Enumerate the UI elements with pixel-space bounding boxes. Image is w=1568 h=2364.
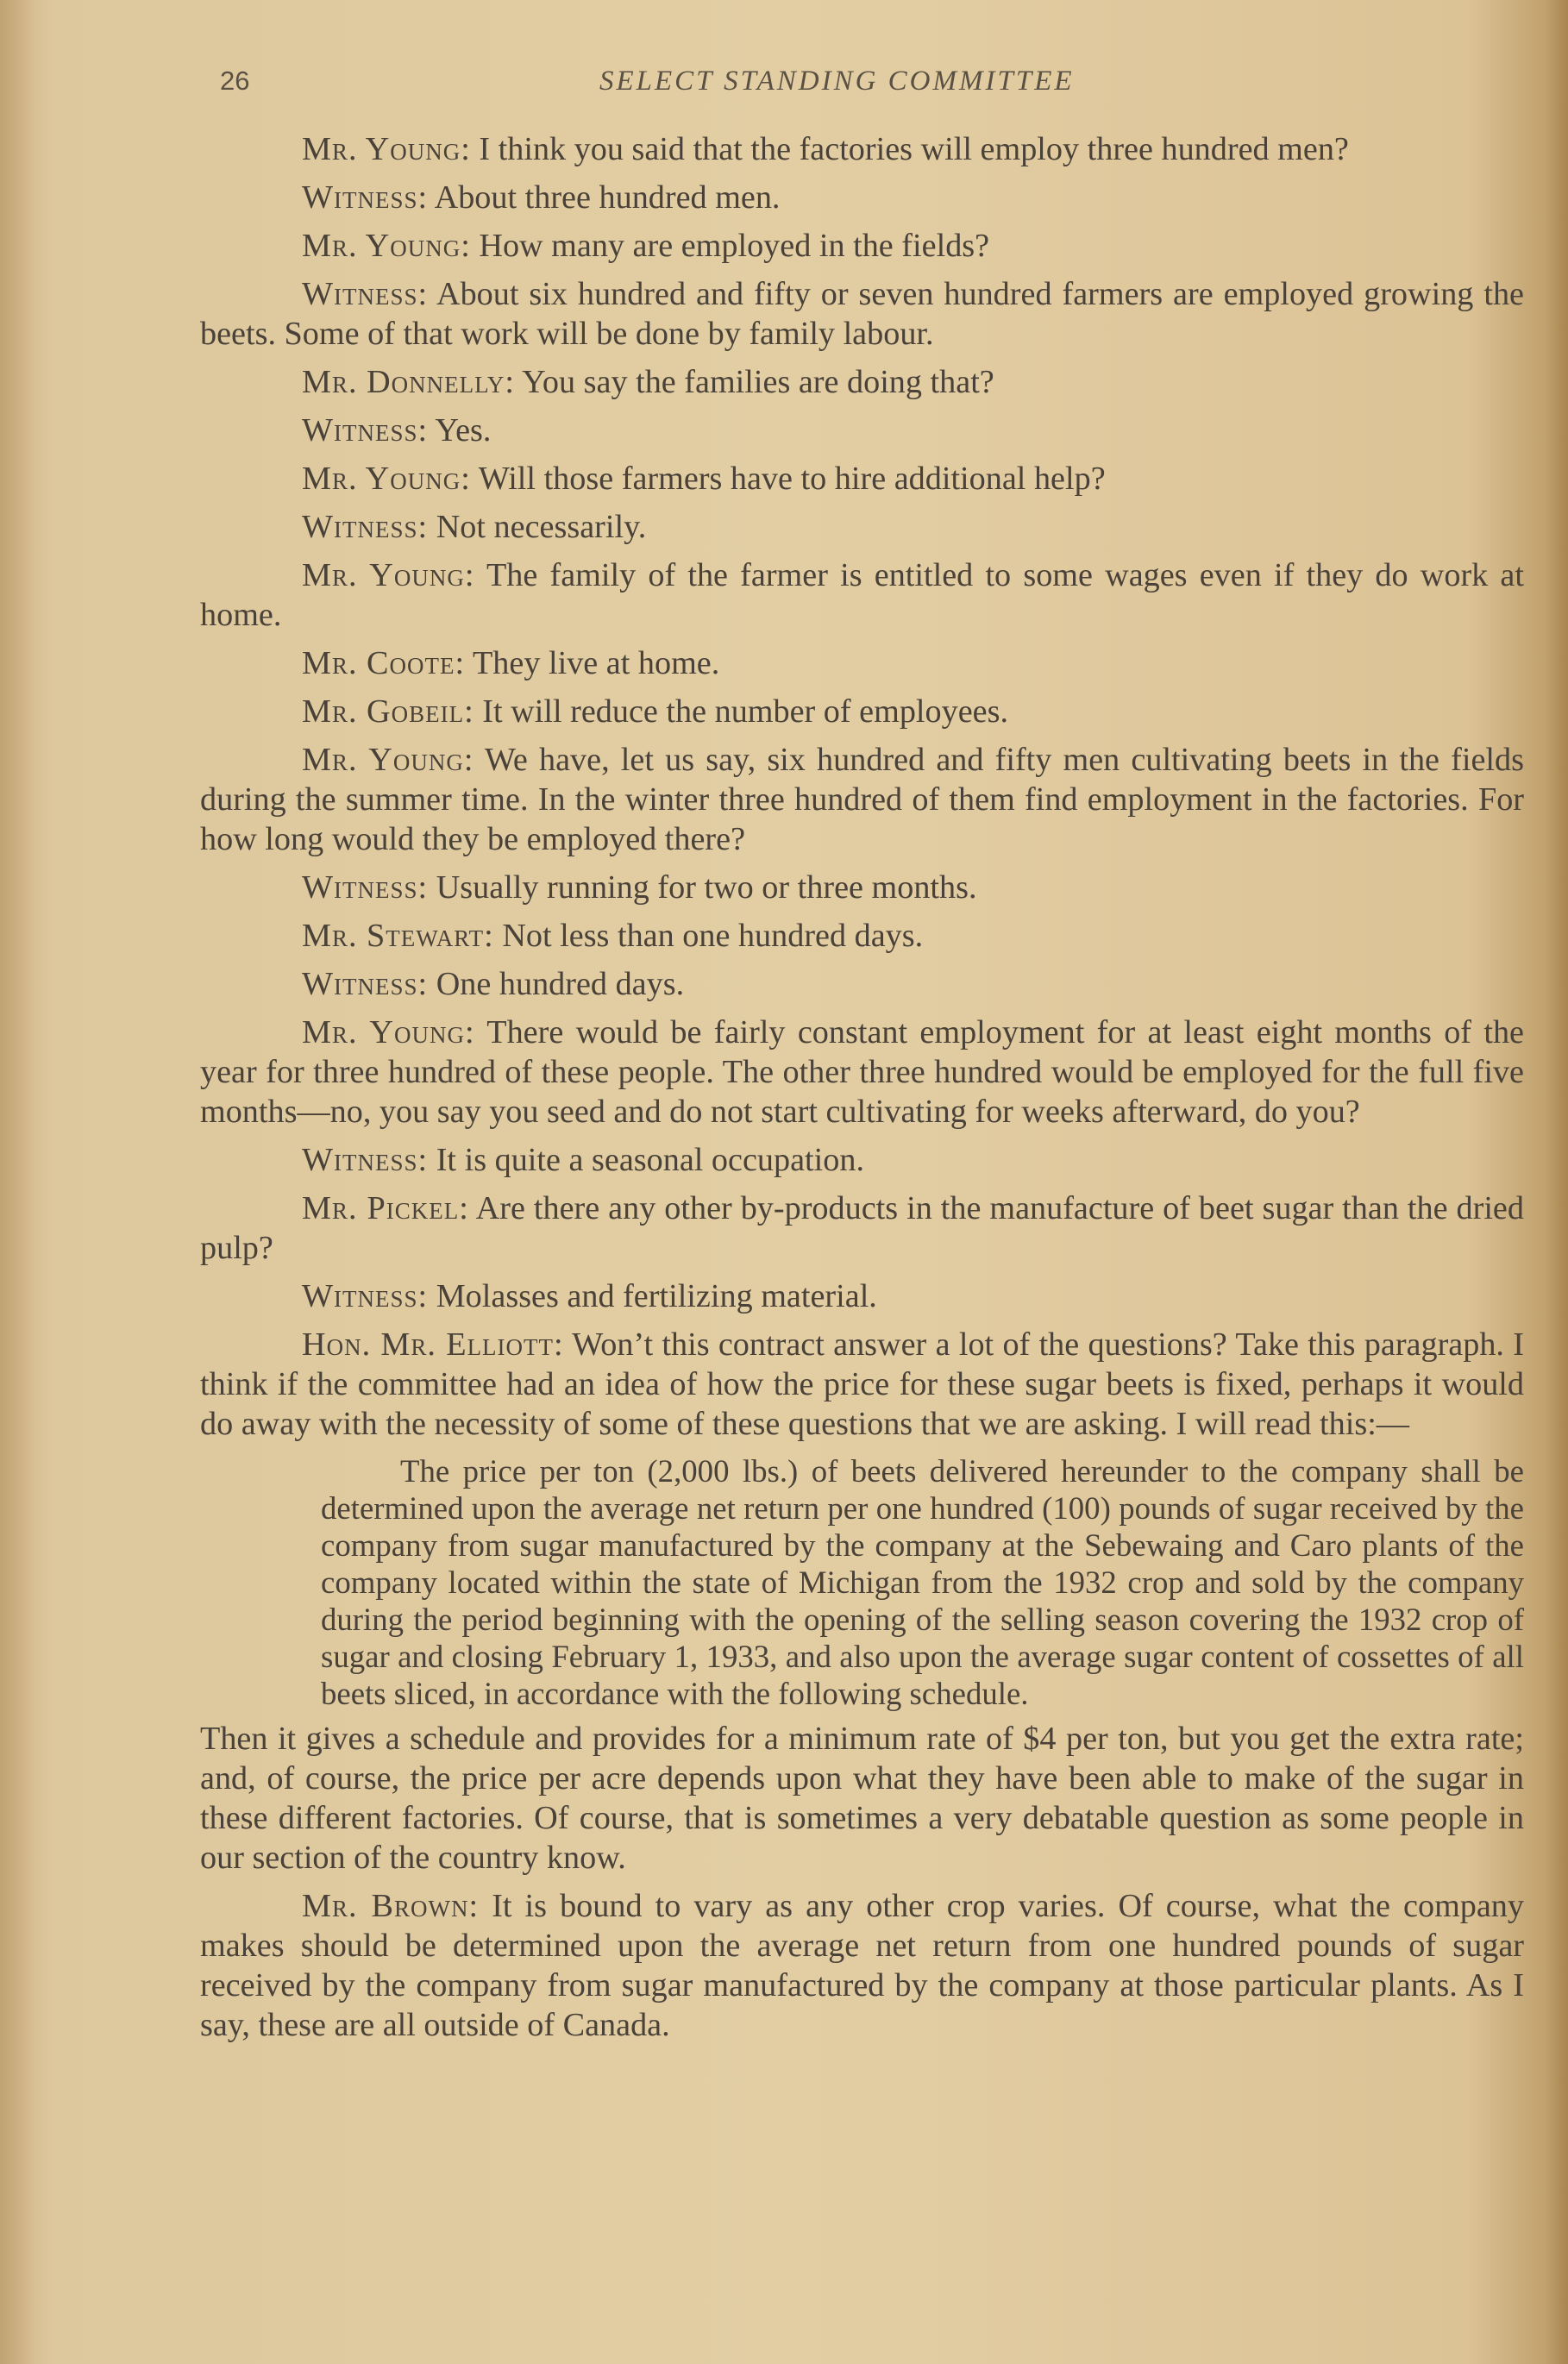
exchange-paragraph [200,274,1524,354]
speaker-label: Mr. Young: [302,228,471,264]
exchange-text: Not less than one hundred days. [502,918,924,954]
speaker-label: Witness: [302,966,429,1002]
speaker-label: Hon. Mr. Elliott: [302,1326,564,1363]
speaker-label: Mr. Young: [302,131,471,167]
exchange-text: Will those farmers have to hire additional help? [478,461,1106,497]
exchange-paragraph [200,411,1524,450]
speaker-label: Mr. Stewart: [302,918,494,954]
speaker-label: Mr. Brown: [302,1888,480,1924]
continuation-paragraph: Then it gives a schedule and provides for a minimum rate of $4 per ton, but you get the extra rate; and, of course, the price per acre depends upon what they have been able to make of the sugar in these different factories. Of course, that is sometimes a very debatable question as some people in our section of the country know. [200,1721,1524,1876]
speaker-label: Witness: [302,1142,429,1178]
exchange-text: It is quite a seasonal occupation. [436,1142,865,1178]
exchange-paragraph [200,868,1524,907]
exchange-text: Yes. [435,412,492,448]
exchange-text: They live at home. [472,645,720,681]
speaker-label: Witness: [302,1278,429,1314]
speaker-label: Mr. Young: [302,742,474,778]
exchange-text: Usually running for two or three months. [436,869,977,906]
exchange-text: The family of the farmer is entitled to some wages even if they do work at home. [200,557,1524,633]
exchange-paragraph [200,1013,1524,1132]
exchange-paragraph [200,964,1524,1004]
exchange-paragraph [200,362,1524,402]
exchange-paragraph [200,1140,1524,1180]
speaker-label: Witness: [302,412,429,448]
exchange-text: Won’t this contract answer a lot of the questions? Take this paragraph. I think if the committee had an idea of how the price for these sugar beets is fixed, perhaps it would do away with the necessity of some of these questions that we are asking. I will read this:— [200,1326,1525,1442]
page-header [203,62,1514,114]
exchange-text: You say the families are doing that? [522,364,994,400]
running-title: SELECT STANDING COMMITTEE [599,66,1075,97]
page-gutter-shadow [0,0,34,2364]
speaker-label: Witness: [302,869,429,906]
speaker-label: Witness: [302,179,429,216]
exchange-text: About six hundred and fifty or seven hundred farmers are employed growing the beets. Some of that work will be done by family labour. [200,276,1524,352]
exchange-text: One hundred days. [436,966,685,1002]
speaker-label: Witness: [302,509,429,545]
speaker-label: Mr. Coote: [302,645,466,681]
page-edge-shadow [1546,0,1568,2364]
speaker-label: Mr. Gobeil: [302,693,474,730]
exchange-paragraph [200,1325,1524,1444]
exchange-text: About three hundred men. [434,179,781,216]
exchange-paragraph [200,1886,1524,2045]
exchange-paragraph [200,555,1524,635]
exchange-paragraph [200,1276,1524,1316]
contract-quotation: The price per ton (2,000 lbs.) of beets delivered hereunder to the company shall be determined upon the average net return per one hundred (100) pounds of sugar received by the company from sugar manufactured by the company at the Sebewaing and Caro plants of the company located within the state of Michigan from the 1932 crop and sold by the company during the period beginning with the opening of the selling season covering the 1932 crop of sugar and closing February 1, 1933, and also upon the average sugar content of cossettes of all beets sliced, in accordance with the following schedule. [321,1453,1524,1711]
exchange-paragraph [200,1188,1524,1268]
exchange-text: How many are employed in the fields? [479,228,990,264]
speaker-label: Mr. Pickel: [302,1190,469,1226]
exchange-paragraph [200,916,1524,956]
speaker-label: Mr. Young: [302,1014,475,1050]
exchange-paragraph [200,643,1524,683]
speaker-label: Mr. Young: [302,461,471,497]
exchange-text: Are there any other by-products in the manufacture of beet sugar than the dried pulp? [200,1190,1524,1266]
exchange-paragraph [200,507,1524,547]
exchange-text: I think you said that the factories will employ three hundred men? [479,131,1349,167]
exchange-text: Molasses and fertilizing material. [436,1278,877,1314]
exchange-paragraph [200,178,1524,217]
exchange-text: There would be fairly constant employment for at least eight months of the year for three hundred of these people. The other three hundred would be employed for the full five months—no, you say you seed and do not start cultivating for weeks afterward, do you? [200,1014,1525,1130]
speaker-label: Mr. Young: [302,557,475,593]
exchange-paragraph [200,459,1524,499]
exchange-text: It is bound to vary as any other crop varies. Of course, what the company makes should be determined upon the average net return from one hundred pounds of sugar received by the company from sugar manufactured by the company at those particular plants. As I say, these are all outside of Canada. [200,1888,1524,2043]
speaker-label: Witness: [302,276,429,312]
exchange-text: Not necessarily. [436,509,647,545]
exchange-paragraph [200,740,1524,859]
body-text [200,129,1524,2054]
speaker-label: Mr. Donnelly: [302,364,516,400]
exchange-paragraph [200,226,1524,266]
exchange-text: It will reduce the number of employees. [482,693,1009,730]
page-number: 26 [220,66,250,96]
exchange-text: We have, let us say, six hundred and fifty men cultivating beets in the fields during the summer time. In the winter three hundred of them find employment in the factories. For how long would they be employed there? [200,742,1524,857]
exchange-paragraph [200,692,1524,731]
exchange-paragraph [200,129,1524,169]
